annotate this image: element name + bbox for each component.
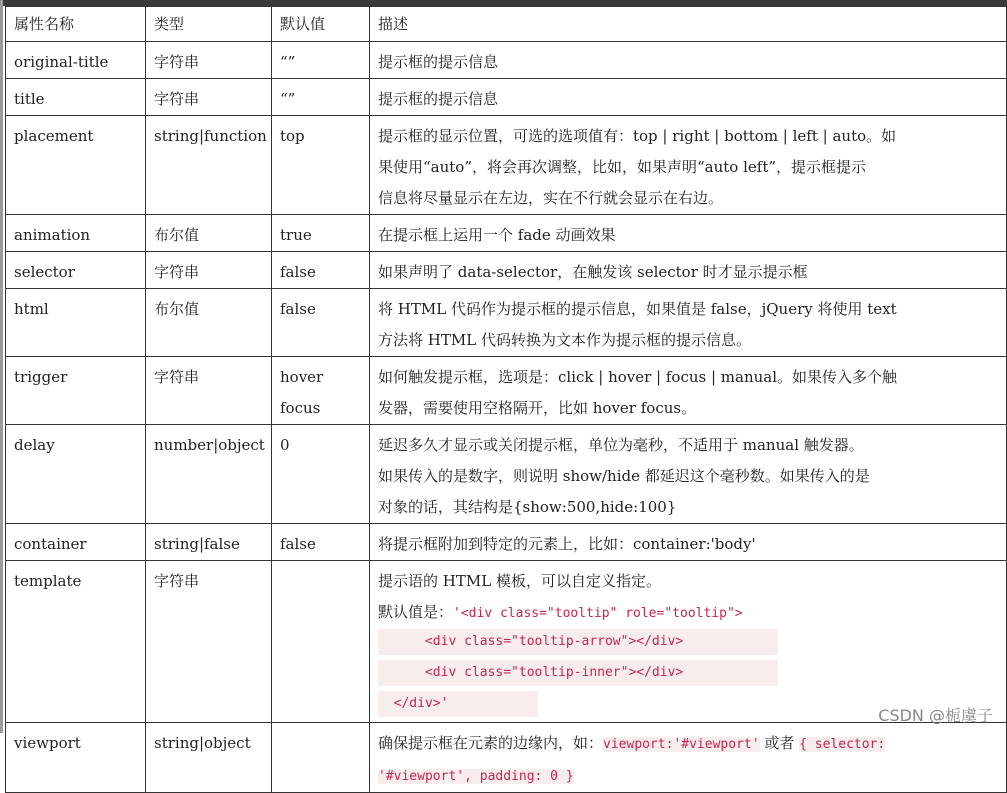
desc-line	[378, 760, 998, 792]
cell-default: “”	[272, 42, 370, 79]
cell-type: 字符串	[146, 42, 272, 79]
code-snippet: '#viewport', padding: 0 }	[378, 769, 574, 784]
cell-default: hover focus	[272, 357, 370, 425]
desc-line: 在提示框上运用一个 fade 动画效果	[378, 226, 616, 244]
cell-desc	[370, 723, 1007, 793]
cell-type: 布尔值	[146, 215, 272, 252]
cell-default: false	[272, 289, 370, 357]
table-row-viewport	[6, 723, 1007, 793]
desc-line: 如何触发提示框，选项是：click | hover | focus | manual。如果传入多个触	[378, 368, 898, 386]
table-row	[6, 42, 1007, 79]
desc-line: 提示框的提示信息	[378, 53, 499, 71]
left-border	[0, 0, 3, 733]
table-row	[6, 215, 1007, 252]
cell-name: animation	[6, 215, 146, 252]
cell-type: string|false	[146, 524, 272, 561]
cell-name: container	[6, 524, 146, 561]
code-block: </div>'	[378, 691, 538, 717]
header-type: 类型	[146, 7, 272, 42]
cell-default: false	[272, 524, 370, 561]
cell-default: false	[272, 252, 370, 289]
code-snippet: { selector:	[799, 737, 886, 752]
table-row	[6, 357, 1007, 425]
desc-line: 将提示框附加到特定的元素上，比如：container:'body'	[378, 535, 756, 553]
cell-name: placement	[6, 116, 146, 215]
code-snippet: '<div class="tooltip" role="tooltip">	[453, 606, 743, 621]
cell-name: html	[6, 289, 146, 357]
header-default: 默认值	[272, 7, 370, 42]
cell-desc	[370, 42, 1007, 79]
cell-type: 字符串	[146, 252, 272, 289]
table-row-template	[6, 561, 1007, 723]
table-row	[6, 116, 1007, 215]
cell-name: template	[6, 561, 146, 723]
cell-type: string|object	[146, 723, 272, 793]
cell-type: 字符串	[146, 357, 272, 425]
cell-desc	[370, 215, 1007, 252]
cell-type: 字符串	[146, 79, 272, 116]
cell-default: top	[272, 116, 370, 215]
cell-default: “”	[272, 79, 370, 116]
desc-text: 或者	[759, 734, 800, 752]
desc-line: 提示框的显示位置，可选的选项值有：top | right | bottom | left | auto。如	[378, 127, 897, 145]
cell-default: true	[272, 215, 370, 252]
table-row	[6, 425, 1007, 524]
cell-type: 字符串	[146, 561, 272, 723]
table-row	[6, 79, 1007, 116]
desc-line: 对象的话，其结构是{show:500,hide:100}	[378, 498, 677, 516]
desc-line: 发器，需要使用空格隔开，比如 hover focus。	[378, 399, 697, 417]
header-desc: 描述	[370, 7, 1007, 42]
code-block: <div class="tooltip-inner"></div>	[378, 660, 778, 686]
desc-line: 延迟多久才显示或关闭提示框，单位为毫秒，不适用于 manual 触发器。	[378, 436, 864, 454]
header-name: 属性名称	[6, 7, 146, 42]
table-row	[6, 289, 1007, 357]
desc-line: 如果声明了 data-selector，在触发该 selector 时才显示提示框	[378, 263, 808, 281]
cell-desc	[370, 357, 1007, 425]
desc-line: 将 HTML 代码作为提示框的提示信息，如果值是 false，jQuery 将使用 text	[378, 300, 897, 318]
table-row	[6, 524, 1007, 561]
cell-desc	[370, 524, 1007, 561]
cell-name: title	[6, 79, 146, 116]
code-snippet: viewport:'#viewport'	[603, 737, 760, 752]
desc-line: 果使用“auto”，将会再次调整，比如，如果声明“auto left”，提示框提示	[378, 158, 867, 176]
default-label: 默认值是：	[378, 603, 454, 621]
cell-default: 0	[272, 425, 370, 524]
desc-line	[378, 597, 998, 629]
cell-desc	[370, 116, 1007, 215]
cell-name: delay	[6, 425, 146, 524]
table-row	[6, 252, 1007, 289]
table-header-row	[6, 7, 1007, 42]
cell-default	[272, 723, 370, 793]
cell-desc	[370, 425, 1007, 524]
desc-line: 信息将尽量显示在左边，实在不行就会显示在右边。	[378, 189, 724, 207]
desc-line: 如果传入的是数字，则说明 show/hide 都延迟这个毫秒数。如果传入的是	[378, 467, 870, 485]
cell-name: trigger	[6, 357, 146, 425]
cell-name: selector	[6, 252, 146, 289]
tooltip-options-table	[5, 6, 1007, 793]
cell-type: string|function	[146, 116, 272, 215]
desc-line: 提示语的 HTML 模板，可以自定义指定。	[378, 572, 661, 590]
desc-text: 确保提示框在元素的边缘内，如：	[378, 734, 604, 752]
cell-desc	[370, 289, 1007, 357]
desc-line: 提示框的提示信息	[378, 90, 499, 108]
cell-desc	[370, 561, 1007, 723]
cell-type: number|object	[146, 425, 272, 524]
cell-desc	[370, 252, 1007, 289]
code-block: <div class="tooltip-arrow"></div>	[378, 629, 778, 655]
desc-line: 方法将 HTML 代码转换为文本作为提示框的提示信息。	[378, 331, 751, 349]
cell-name: original-title	[6, 42, 146, 79]
cell-default	[272, 561, 370, 723]
watermark: CSDN @栀虞子	[878, 706, 993, 725]
cell-name: viewport	[6, 723, 146, 793]
cell-desc	[370, 79, 1007, 116]
cell-type: 布尔值	[146, 289, 272, 357]
